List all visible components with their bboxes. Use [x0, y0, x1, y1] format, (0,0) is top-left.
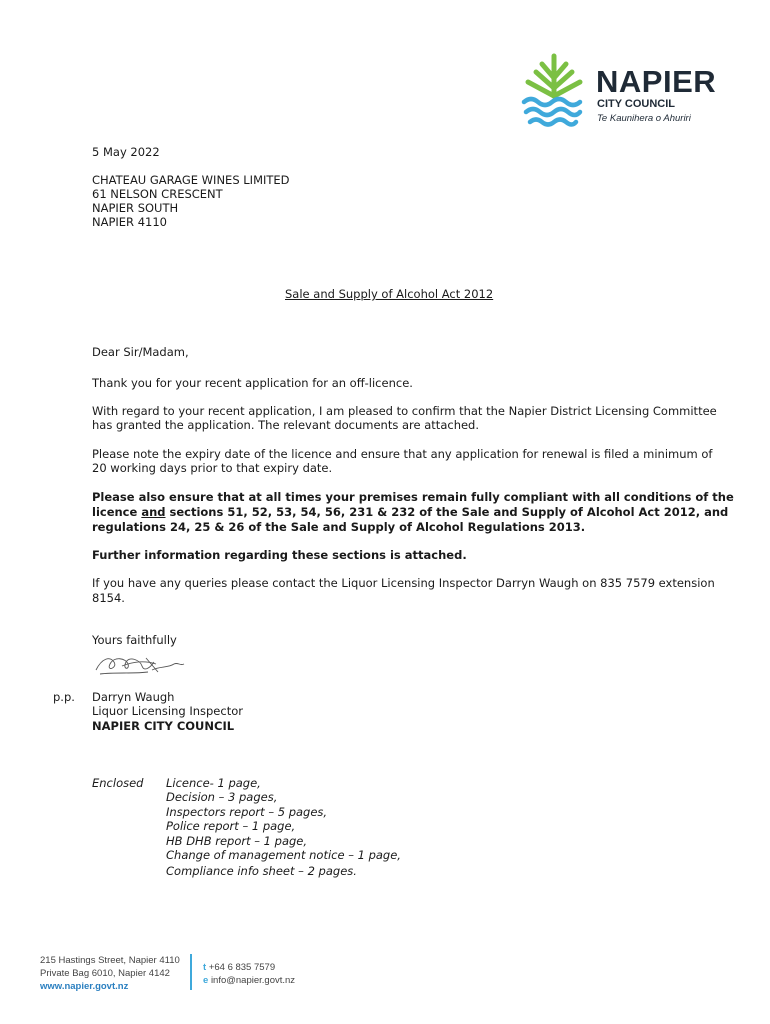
phone-label: t — [203, 962, 207, 973]
compliance-line-1: Please also ensure that at all times your premises remain fully compliant with all conditions of the — [92, 490, 734, 504]
footer-divider — [190, 954, 192, 990]
paragraph-1: Thank you for your recent application for an off-licence. — [92, 376, 413, 390]
footer-address-1: 215 Hastings Street, Napier 4110 — [40, 955, 180, 966]
signature-image — [92, 652, 188, 682]
footer-phone — [203, 962, 275, 975]
compliance-line-2 — [92, 505, 728, 520]
email-link[interactable]: info@napier.govt.nz — [210, 975, 296, 986]
signer-name: Darryn Waugh — [92, 690, 175, 704]
footer-address-2: Private Bag 6010, Napier 4142 — [40, 968, 170, 979]
compliance-licence: licence — [92, 505, 142, 519]
paragraph-3-line-2: 20 working days prior to that expiry date. — [92, 461, 333, 475]
enclosure-item: Police report – 1 page, — [166, 819, 296, 833]
logo-name: NAPIER — [596, 64, 717, 99]
signer-title: Liquor Licensing Inspector — [92, 704, 243, 718]
compliance-and: and — [141, 505, 166, 519]
enclosure-item: Inspectors report – 5 pages, — [166, 805, 328, 819]
enclosure-item: Decision – 3 pages, — [166, 790, 278, 804]
footer-email — [203, 975, 295, 988]
logo-subtitle: CITY COUNCIL — [597, 98, 676, 110]
letter-date: 5 May 2022 — [92, 145, 160, 159]
salutation: Dear Sir/Madam, — [92, 345, 189, 359]
recipient-line-1: CHATEAU GARAGE WINES LIMITED — [92, 173, 290, 187]
pp-label: p.p. — [53, 690, 75, 704]
closing: Yours faithfully — [92, 633, 177, 647]
compliance-line-3: regulations 24, 25 & 26 of the Sale and Supply of Alcohol Regulations 2013. — [92, 520, 586, 534]
recipient-line-2: 61 NELSON CRESCENT — [92, 187, 223, 201]
email-label: e — [203, 975, 209, 986]
paragraph-2-line-1: With regard to your recent application, I am pleased to confirm that the Napier District Licensing Committee — [92, 404, 717, 418]
signer-organisation: NAPIER CITY COUNCIL — [92, 719, 235, 733]
enclosure-item: Compliance info sheet – 2 pages. — [166, 864, 357, 878]
phone-number: +64 6 835 7579 — [208, 962, 276, 973]
footer-website-link[interactable]: www.napier.govt.nz — [40, 981, 129, 992]
recipient-line-3: NAPIER SOUTH — [92, 201, 179, 215]
enclosure-item: Licence- 1 page, — [166, 776, 261, 790]
logo-tagline: Te Kaunihera o Ahuriri — [597, 113, 691, 124]
enclosure-item: Change of management notice – 1 page, — [166, 848, 401, 862]
paragraph-2-line-2: has granted the application. The relevant documents are attached. — [92, 418, 480, 432]
enclosure-item: HB DHB report – 1 page, — [166, 834, 308, 848]
letter-subject: Sale and Supply of Alcohol Act 2012 — [285, 287, 494, 301]
napier-logo-mark — [518, 52, 590, 132]
recipient-line-4: NAPIER 4110 — [92, 215, 167, 229]
compliance-sections: sections 51, 52, 53, 54, 56, 231 & 232 of the Sale and Supply of Alcohol Act 2012, and — [165, 505, 729, 519]
queries-line-2: 8154. — [92, 591, 125, 605]
queries-line-1: If you have any queries please contact the Liquor Licensing Inspector Darryn Waugh on 835 7579 extension — [92, 576, 715, 590]
further-info: Further information regarding these sections is attached. — [92, 548, 467, 562]
enclosed-label: Enclosed — [92, 776, 144, 790]
paragraph-3-line-1: Please note the expiry date of the licence and ensure that any application for renewal is filed a minimum of — [92, 447, 713, 461]
